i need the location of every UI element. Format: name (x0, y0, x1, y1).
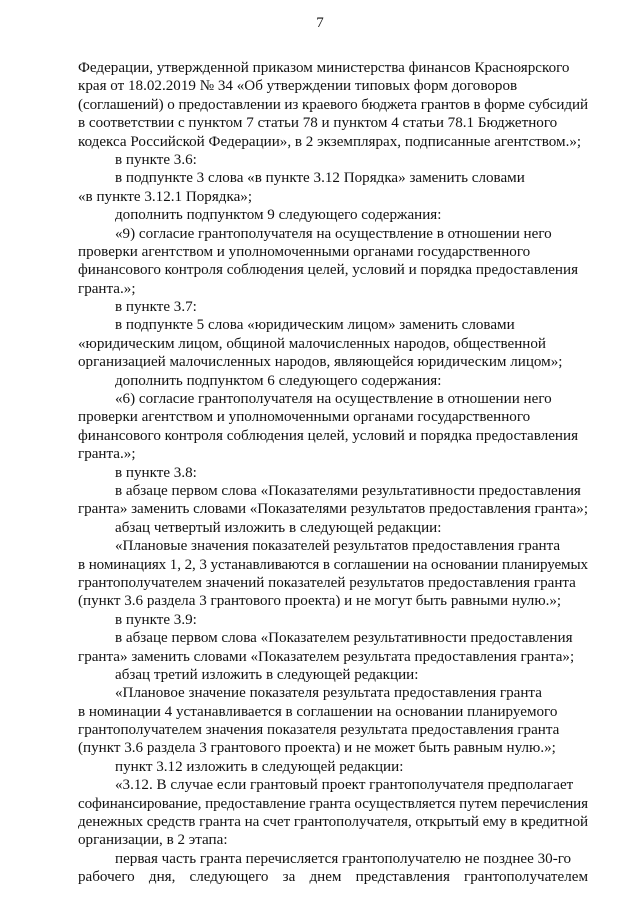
text-line: в абзаце первом слова «Показателями результативности предоставления (115, 482, 581, 499)
text-line: пункт 3.12 изложить в следующей редакции: (115, 758, 404, 775)
text-line: проверки агентством и уполномоченными органами государственного (78, 409, 531, 426)
text-line: грантополучателем значения показателя результата предоставления гранта (78, 722, 560, 739)
text-line: гранта.»; (78, 280, 136, 297)
text-line: в номинациях 1, 2, 3 устанавливаются в соглашении на основании планируемых (78, 556, 588, 573)
text-line: «Плановое значение показателя результата предоставления гранта (115, 685, 542, 702)
page-number: 7 (316, 15, 324, 31)
document-body (78, 59, 588, 887)
text-line: дополнить подпунктом 9 следующего содержания: (115, 207, 442, 224)
text-line: организации, в 2 этапа: (78, 832, 228, 849)
text-line: «9) согласие грантополучателя на осуществление в отношении него (115, 225, 552, 242)
text-line: Федерации, утвержденной приказом министерства финансов Красноярского (78, 60, 570, 76)
text-line: организацией малочисленных народов, являющейся юридическим лицом»; (78, 354, 563, 371)
text-line: в пункте 3.8: (115, 464, 197, 481)
text-line: гранта» заменить словами «Показателями результатов предоставления гранта»; (78, 501, 588, 518)
text-line: в пункте 3.9: (115, 611, 197, 628)
text-line: «3.12. В случае если грантовый проект грантополучателя предполагает (115, 777, 574, 794)
text-line: (пункт 3.6 раздела 3 грантового проекта) и не могут быть равными нулю.»; (78, 593, 562, 610)
text-line: рабочего дня, следующего за днем представления грантополучателем (78, 869, 588, 886)
text-line: «Плановые значения показателей результатов предоставления гранта (115, 538, 561, 555)
text-line: «в пункте 3.12.1 Порядка»; (78, 188, 253, 205)
text-line: проверки агентством и уполномоченными органами государственного (78, 243, 531, 260)
text-line: в подпункте 5 слова «юридическим лицом» заменить словами (115, 317, 515, 334)
text-line: в номинации 4 устанавливается в соглашении на основании планируемого (78, 703, 558, 720)
text-line: гранта» заменить словами «Показателем результата предоставления гранта»; (78, 648, 575, 665)
text-line: абзац третий изложить в следующей редакции: (115, 666, 419, 683)
text-line: в соответствии с пунктом 7 статьи 78 и пунктом 4 статьи 78.1 Бюджетного (78, 115, 558, 132)
text-line: софинансирование, предоставление гранта осуществляется путем перечисления (78, 795, 588, 812)
text-line: края от 18.02.2019 № 34 «Об утверждении типовых форм договоров (78, 78, 518, 95)
text-line: грантополучателем значений показателей результатов предоставления гранта (78, 574, 576, 591)
text-line: «юридическим лицом, общиной малочисленных народов, общественной (78, 335, 547, 352)
text-line: в пункте 3.6: (115, 151, 197, 168)
text-line: в абзаце первом слова «Показателем результативности предоставления (115, 630, 573, 647)
text-line: финансового контроля соблюдения целей, условий и порядка предоставления (78, 262, 579, 279)
text-line: в подпункте 3 слова «в пункте 3.12 Порядка» заменить словами (115, 170, 525, 187)
text-line: первая часть гранта перечисляется грантополучателю не позднее 30-го (115, 850, 572, 867)
text-line: абзац четвертый изложить в следующей редакции: (115, 519, 442, 536)
text-line: (пункт 3.6 раздела 3 грантового проекта) и не может быть равным нулю.»; (78, 740, 556, 757)
text-line: финансового контроля соблюдения целей, условий и порядка предоставления (78, 427, 579, 444)
text-line: «6) согласие грантополучателя на осуществление в отношении него (115, 391, 552, 408)
text-line: дополнить подпунктом 6 следующего содержания: (115, 372, 442, 389)
text-line: в пункте 3.7: (115, 299, 197, 316)
text-line: гранта.»; (78, 446, 136, 463)
text-line: денежных средств гранта на счет грантополучателя, открытый ему в кредитной (78, 814, 588, 831)
text-line: кодекса Российской Федерации», в 2 экземплярах, подписанные агентством.»; (78, 133, 582, 150)
text-line: (соглашений) о предоставлении из краевого бюджета грантов в форме субсидий (78, 96, 588, 113)
